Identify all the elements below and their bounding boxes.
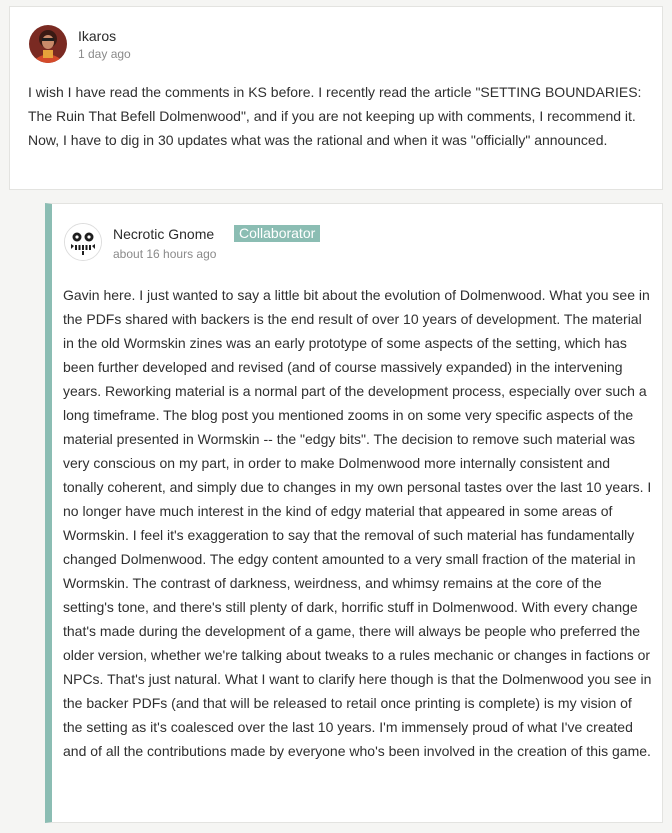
reply-author[interactable]: Necrotic Gnome bbox=[113, 226, 215, 242]
reply-body: Gavin here. I just wanted to say a little bit about the evolution of Dolmenwood. What you see in the PDFs shared with backers is the end result of over 10 years of development. The material in the old Wormskin zines was an early prototype of some aspects of the setting, which has been further developed and revised (and of course massively expanded) in the intervening years. Reworking material is a normal part of the development process, especially over such a long timeframe. The blog post you mentioned zooms in on some very specific aspects of the material presented in Wormskin -- the "edgy bits". The decision to remove such material was very conscious on my part, in order to make Dolmenwood more internally consistent and tonally coherent, and simply due to changes in my own personal tastes over the last 10 years. I no longer have much interest in the kind of edgy material that appeared in some areas of Wormskin. I feel it's exaggeration to say that the removal of such material has fundamentally changed Dolmenwood. The edgy content amounted to a very small fraction of the material in Wormskin. The contrast of darkness, weirdness, and whimsy remains at the core of the setting's tone, and there's still plenty of dark, horrific stuff in Dolmenwood. With every change that's made during the development of a game, there will always be people who preferred the older version, whether we're talking about tweaks to a rules mechanic or changes in factions or NPCs. That's just natural. What I want to clarify here though is that the Dolmenwood you see in the backer PDFs (and that will be released to retail once printing is complete) is my vision of the setting as it's coalesced over the last 10 years. I'm immensely proud of what I've created and of all the contributions made by everyone who's been involved in the creation of this game. bbox=[63, 287, 652, 759]
reply-timestamp[interactable]: about 16 hours ago bbox=[113, 247, 217, 261]
comment-body: I wish I have read the comments in KS before. I recently read the article "SETTING BOUNDARIES: The Ruin That Befell Dolmenwood", and if you are not keeping up with comments, I recommend it. Now, I have to dig in 30 updates what was the rational and when it was "officially" announced. bbox=[28, 84, 642, 148]
user-photo-avatar-icon bbox=[29, 25, 67, 63]
collaborator-badge: Collaborator bbox=[234, 225, 320, 242]
reply-card bbox=[45, 203, 663, 823]
comment-author[interactable]: Ikaros bbox=[78, 28, 117, 44]
comment-card bbox=[9, 6, 663, 190]
comment-timestamp[interactable]: 1 day ago bbox=[78, 47, 131, 61]
user-avatar[interactable] bbox=[29, 25, 67, 63]
necrotic-gnome-logo-avatar-icon bbox=[65, 224, 101, 260]
collaborator-avatar[interactable] bbox=[64, 223, 102, 261]
